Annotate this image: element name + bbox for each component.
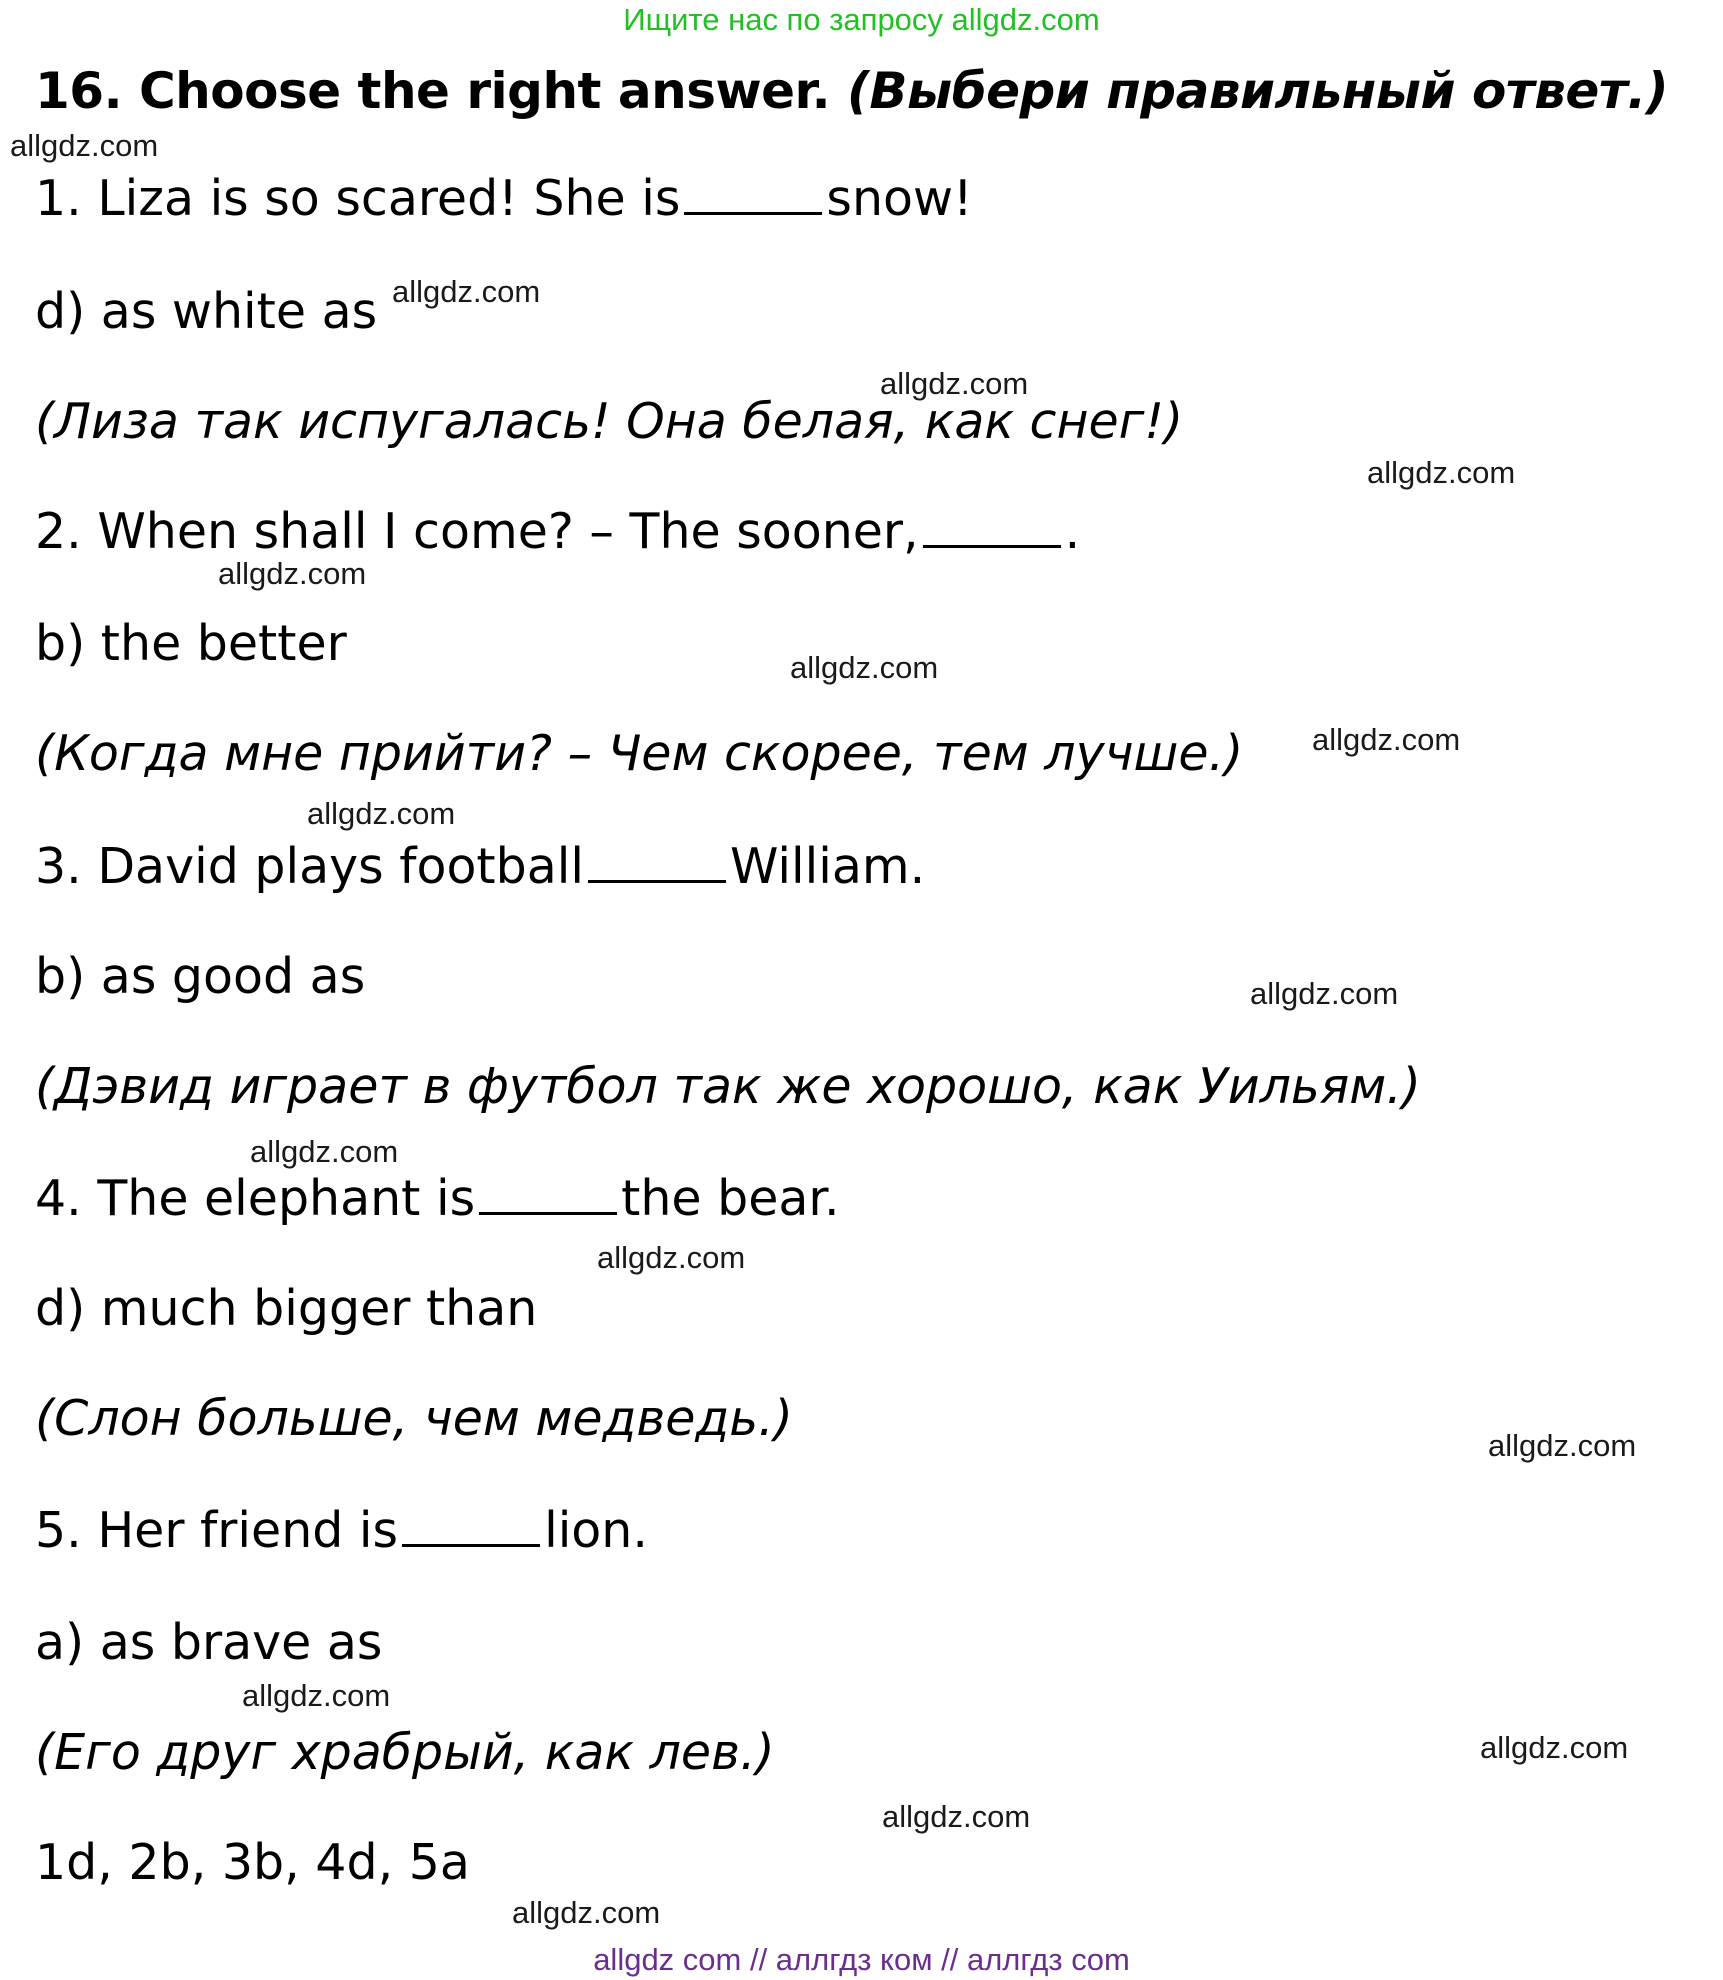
translation-1: (Лиза так испугалась! Она белая, как снег!) — [35, 393, 1184, 450]
watermark: allgdz.com — [1488, 1428, 1637, 1463]
watermark: allgdz.com — [790, 650, 939, 685]
watermark: allgdz.com — [250, 1134, 399, 1169]
question-2-before: 2. When shall I come? – The sooner, — [35, 503, 919, 560]
question-3-before: 3. David plays football — [35, 838, 585, 895]
exercise-heading — [35, 62, 1668, 120]
watermark: allgdz.com — [512, 1895, 661, 1930]
question-3 — [35, 838, 925, 895]
answer-5: a) as brave as — [35, 1614, 383, 1671]
answer-blank — [479, 1211, 617, 1215]
heading-english: 16. Choose the right answer. — [35, 62, 831, 120]
watermark: allgdz.com — [880, 366, 1029, 401]
translation-5: (Его друг храбрый, как лев.) — [35, 1724, 775, 1781]
question-1-before: 1. Liza is so scared! She is — [35, 170, 681, 227]
watermark: allgdz.com — [1480, 1730, 1629, 1765]
watermark: allgdz.com — [1250, 976, 1399, 1011]
question-3-after: William. — [730, 838, 926, 895]
question-5 — [35, 1502, 648, 1559]
question-4 — [35, 1170, 840, 1227]
watermark: allgdz.com — [218, 556, 367, 591]
answer-blank — [588, 879, 726, 883]
watermark: allgdz.com — [242, 1678, 391, 1713]
answer-3: b) as good as — [35, 948, 366, 1005]
translation-2: (Когда мне прийти? – Чем скорее, тем лучше.) — [35, 725, 1244, 782]
answer-summary: 1d, 2b, 3b, 4d, 5a — [35, 1834, 470, 1891]
top-banner: Ищите нас по запросу allgdz.com — [623, 2, 1100, 37]
watermark: allgdz.com — [1312, 722, 1461, 757]
question-2-after: . — [1064, 503, 1081, 560]
watermark: allgdz.com — [1367, 455, 1516, 490]
question-1 — [35, 170, 973, 227]
answer-blank — [402, 1543, 540, 1547]
question-4-before: 4. The elephant is — [35, 1170, 476, 1227]
watermark: allgdz.com — [882, 1799, 1031, 1834]
question-4-after: the bear. — [621, 1170, 840, 1227]
question-2 — [35, 503, 1080, 560]
question-5-before: 5. Her friend is — [35, 1502, 399, 1559]
answer-blank — [923, 544, 1061, 548]
footer-watermark: allgdz com // аллгдз ком // аллгдз com — [593, 1942, 1130, 1977]
question-1-after: snow! — [826, 170, 973, 227]
watermark: allgdz.com — [597, 1240, 746, 1275]
translation-4: (Слон больше, чем медведь.) — [35, 1390, 793, 1447]
heading-russian: (Выбери правильный ответ.) — [847, 62, 1669, 120]
answer-1: d) as white as — [35, 283, 378, 340]
watermark: allgdz.com — [307, 796, 456, 831]
answer-2: b) the better — [35, 615, 347, 672]
answer-4: d) much bigger than — [35, 1280, 538, 1337]
translation-3: (Дэвид играет в футбол так же хорошо, как Уильям.) — [35, 1058, 1421, 1115]
watermark: allgdz.com — [392, 274, 541, 309]
question-5-after: lion. — [544, 1502, 648, 1559]
answer-blank — [684, 211, 822, 215]
watermark: allgdz.com — [10, 128, 159, 163]
